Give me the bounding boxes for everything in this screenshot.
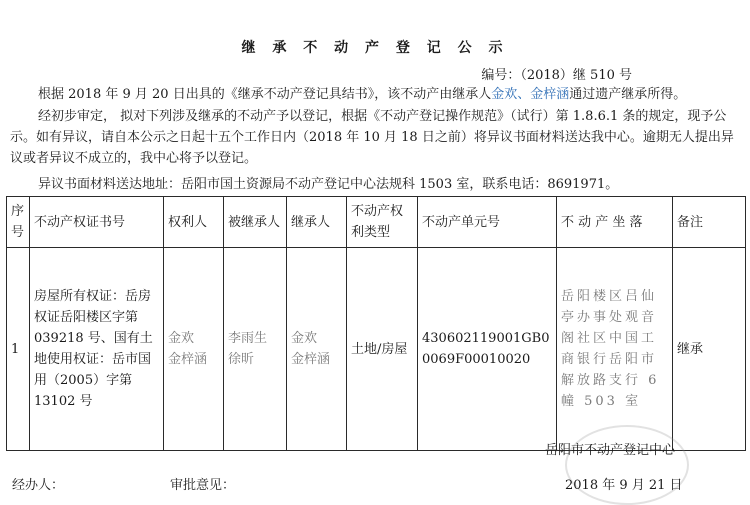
document-number: 编号：（2018）继 510 号 xyxy=(481,68,632,83)
header-cert: 不动产权证书号 xyxy=(30,197,164,248)
cell-type: 土地/房屋 xyxy=(347,248,418,451)
heir-1: 金欢 xyxy=(291,331,318,346)
footer-organization: 岳阳市不动产登记中心 xyxy=(545,443,676,458)
header-owner: 权利人 xyxy=(164,197,224,248)
cell-location: 岳阳楼区吕仙亭办事处观音阁社区中国工商银行岳阳市解放路支行 6 幢 503 室 xyxy=(557,248,673,451)
intro-heirs: 金欢、金梓涵 xyxy=(491,87,570,102)
deceased-1: 李雨生 xyxy=(228,331,268,346)
owner-2: 金梓涵 xyxy=(168,352,208,367)
property-table xyxy=(6,196,746,451)
owner-1: 金欢 xyxy=(168,331,195,346)
paragraph-review: 经初步审定， 拟对下列涉及继承的不动产予以登记，根据《不动产登记操作规范》（试行）第 1.8.6.1 条的规定，现予公示。如有异议，请自本公示之日起十五个工作日内（2018 年 10 月 18 日之前）将异议书面材料送达我中心。逾期无人提出异议或者异议不成立的，我中心将予以登记。 xyxy=(10,109,734,166)
cell-owner xyxy=(164,248,224,451)
deceased-2: 徐昕 xyxy=(228,352,255,367)
cell-deceased xyxy=(224,248,287,451)
cell-cert: 房屋所有权证：岳房权证岳阳楼区字第 039218 号、国有土地使用权证：岳市国用（2005）字第 13102 号 xyxy=(30,248,164,451)
intro-text-a: 根据 2018 年 9 月 20 日出具的《继承不动产登记具结书》，该不动产由继承人 xyxy=(38,87,492,102)
header-deceased: 被继承人 xyxy=(224,197,287,248)
header-type: 不动产权利类型 xyxy=(347,197,418,248)
cell-heir xyxy=(287,248,347,451)
header-heir: 继承人 xyxy=(287,197,347,248)
footer-date: 2018 年 9 月 21 日 xyxy=(565,478,683,493)
table-header-row xyxy=(7,197,746,248)
heir-2: 金梓涵 xyxy=(291,352,331,367)
intro-text-b: 通过遗产继承所得。 xyxy=(569,87,687,102)
header-seq: 序号 xyxy=(7,197,30,248)
cell-seq: 1 xyxy=(7,248,30,451)
header-unit: 不动产单元号 xyxy=(418,197,557,248)
notice-title: 继 承 不 动 产 登 记 公 示 xyxy=(241,40,509,56)
official-seal xyxy=(565,425,689,505)
handler-label: 经办人： xyxy=(12,478,65,493)
paragraph-address: 异议书面材料送达地址：岳阳市国土资源局不动产登记中心法规科 1503 室，联系电话：8691971。 xyxy=(38,177,619,192)
paragraph-intro xyxy=(10,84,740,105)
cell-note: 继承 xyxy=(673,248,746,451)
approval-label: 审批意见： xyxy=(170,478,236,493)
header-location: 不 动 产 坐 落 xyxy=(557,197,673,248)
header-note: 备注 xyxy=(673,197,746,248)
table-row xyxy=(7,248,746,451)
cell-unit: 430602119001GB00069F00010020 xyxy=(418,248,557,451)
